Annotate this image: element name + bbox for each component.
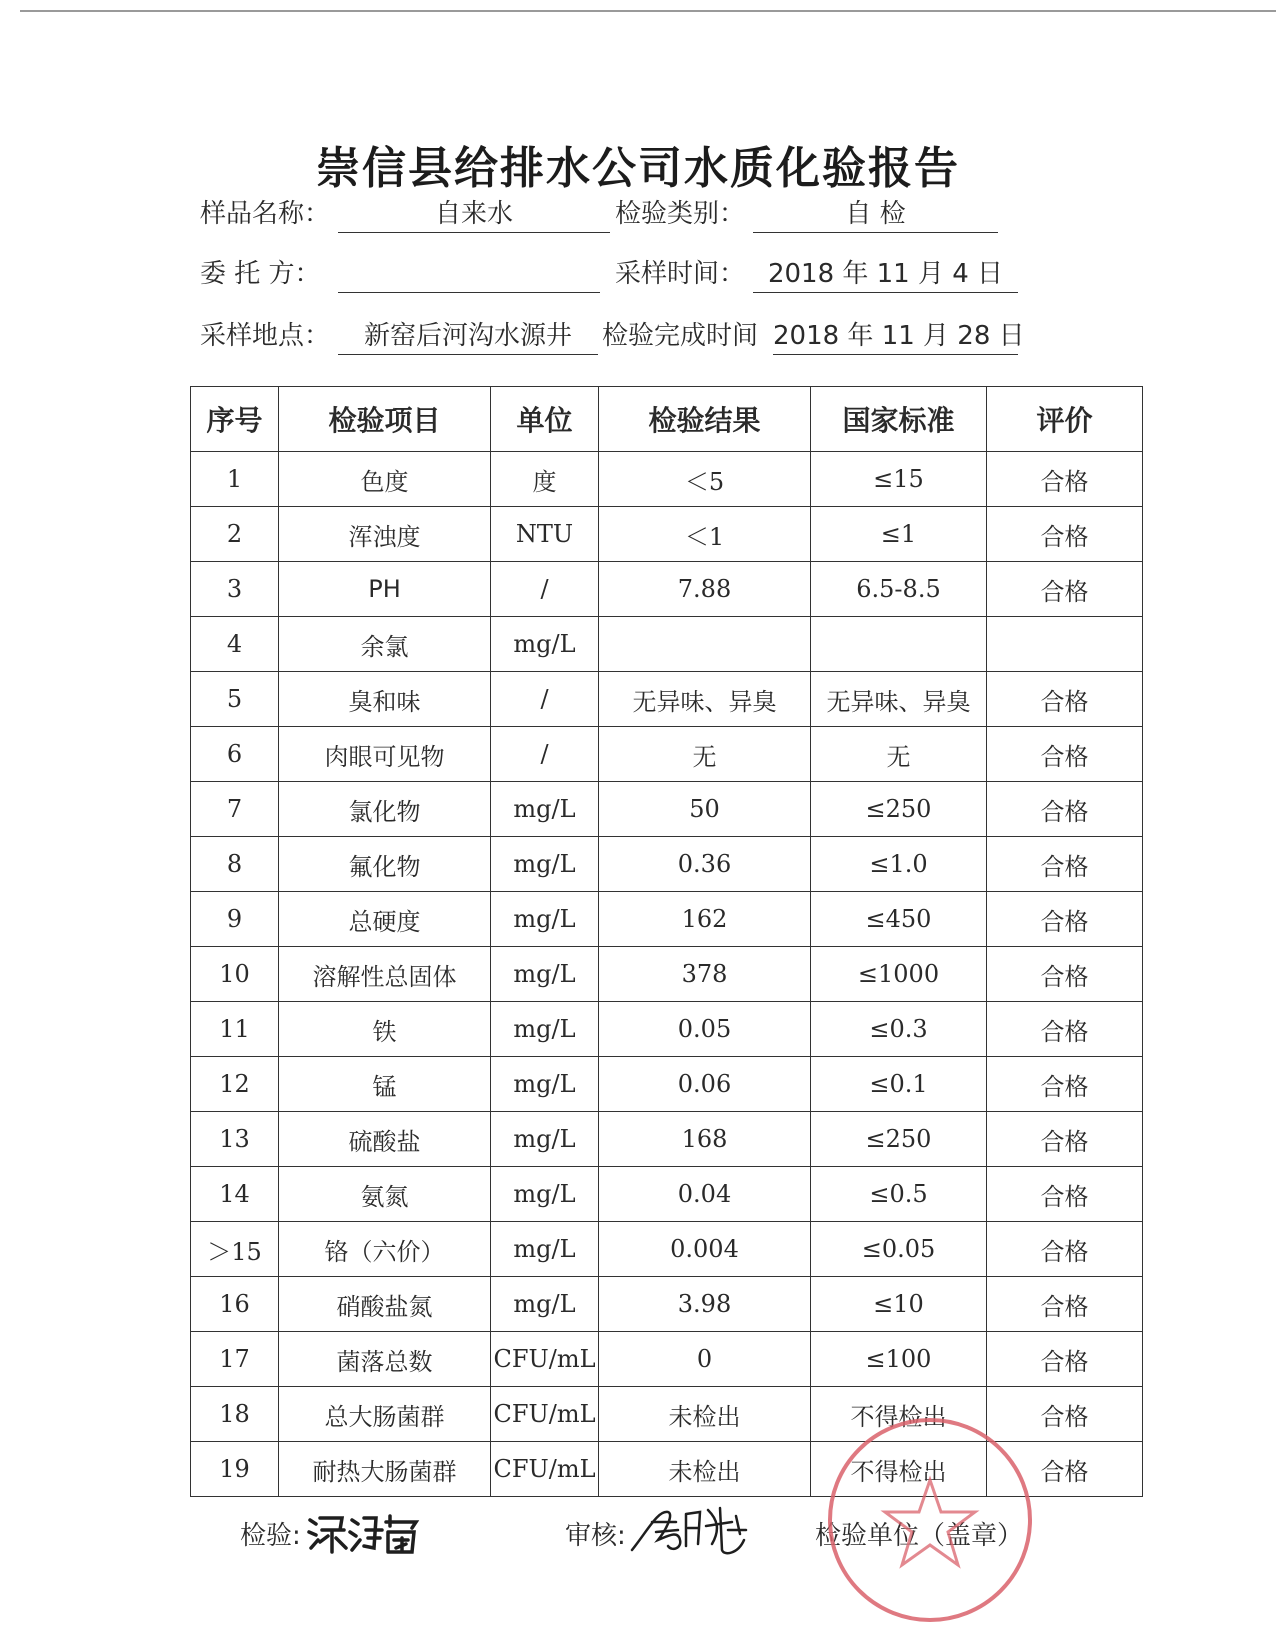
row-test-item: 铁	[279, 1002, 491, 1057]
row-standard: ≤250	[811, 782, 987, 837]
table-row	[191, 1277, 1143, 1332]
table-row	[191, 1167, 1143, 1222]
sampling-location-label: 采样地点：	[200, 321, 331, 351]
row-number: 17	[191, 1332, 279, 1387]
row-number: 1	[191, 452, 279, 507]
row-standard: 不得检出	[811, 1387, 987, 1442]
row-result: 未检出	[599, 1442, 811, 1497]
row-test-item: 氟化物	[279, 837, 491, 892]
row-evaluation: 合格	[987, 452, 1143, 507]
row-test-item: 菌落总数	[279, 1332, 491, 1387]
row-evaluation: 合格	[987, 1277, 1143, 1332]
row-number: 14	[191, 1167, 279, 1222]
row-number: 9	[191, 892, 279, 947]
table-row	[191, 1332, 1143, 1387]
row-test-item: 总大肠菌群	[279, 1387, 491, 1442]
row-evaluation: 合格	[987, 782, 1143, 837]
row-standard: ≤0.05	[811, 1222, 987, 1277]
table-row	[191, 947, 1143, 1002]
scan-top-edge	[20, 10, 1276, 12]
row-unit: mg/L	[491, 782, 599, 837]
row-unit: 度	[491, 452, 599, 507]
page-title: 崇信县给排水公司水质化验报告	[316, 143, 960, 194]
table-row	[191, 617, 1143, 672]
row-test-item: 溶解性总固体	[279, 947, 491, 1002]
row-evaluation: 合格	[987, 1002, 1143, 1057]
row-evaluation: 合格	[987, 1167, 1143, 1222]
row-evaluation: 合格	[987, 892, 1143, 947]
row-standard: ≤0.3	[811, 1002, 987, 1057]
row-test-item: 硫酸盐	[279, 1112, 491, 1167]
row-result: 0	[599, 1332, 811, 1387]
row-result: 0.05	[599, 1002, 811, 1057]
row-standard	[811, 617, 987, 672]
row-standard: ≤1000	[811, 947, 987, 1002]
row-number: 19	[191, 1442, 279, 1497]
sample-name-label: 样品名称：	[200, 199, 331, 229]
row-evaluation: 合格	[987, 947, 1143, 1002]
row-number: 12	[191, 1057, 279, 1112]
row-test-item: 总硬度	[279, 892, 491, 947]
row-standard: 无异味、异臭	[811, 672, 987, 727]
row-evaluation	[987, 617, 1143, 672]
testing-unit-label: 检验单位（盖章）	[815, 1521, 1024, 1551]
row-result: 0.06	[599, 1057, 811, 1112]
row-unit: CFU/mL	[491, 1332, 599, 1387]
table-body	[191, 452, 1143, 1497]
row-result: 168	[599, 1112, 811, 1167]
table-row	[191, 452, 1143, 507]
row-unit: mg/L	[491, 947, 599, 1002]
row-evaluation: 合格	[987, 507, 1143, 562]
row-number: 13	[191, 1112, 279, 1167]
table-row	[191, 727, 1143, 782]
sampling-time-label: 采样时间：	[615, 259, 746, 289]
row-number: 2	[191, 507, 279, 562]
completion-time-value: 2018 年 11 月 28 日	[773, 320, 1018, 355]
row-number: 3	[191, 562, 279, 617]
reviewer-signature-image	[628, 1500, 758, 1562]
row-evaluation: 合格	[987, 1057, 1143, 1112]
row-result: 无	[599, 727, 811, 782]
inspector-label: 检验:	[240, 1521, 301, 1551]
row-unit: mg/L	[491, 1277, 599, 1332]
row-test-item: PH	[279, 562, 491, 617]
row-result	[599, 617, 811, 672]
row-result: 50	[599, 782, 811, 837]
row-standard: ≤450	[811, 892, 987, 947]
row-test-item: 耐热大肠菌群	[279, 1442, 491, 1497]
row-standard: 不得检出	[811, 1442, 987, 1497]
table-row	[191, 672, 1143, 727]
test-type-value: 自 检	[753, 198, 998, 233]
row-result: 0.04	[599, 1167, 811, 1222]
table-row	[191, 1442, 1143, 1497]
row-standard: ≤100	[811, 1332, 987, 1387]
row-unit: CFU/mL	[491, 1442, 599, 1497]
row-unit: mg/L	[491, 1167, 599, 1222]
row-standard: ≤10	[811, 1277, 987, 1332]
row-unit: mg/L	[491, 1222, 599, 1277]
row-unit: mg/L	[491, 892, 599, 947]
row-test-item: 锰	[279, 1057, 491, 1112]
row-result: 3.98	[599, 1277, 811, 1332]
row-standard: ≤250	[811, 1112, 987, 1167]
row-unit: mg/L	[491, 1112, 599, 1167]
row-number: 16	[191, 1277, 279, 1332]
row-number: 18	[191, 1387, 279, 1442]
row-test-item: 臭和味	[279, 672, 491, 727]
row-evaluation: 合格	[987, 562, 1143, 617]
row-unit: mg/L	[491, 837, 599, 892]
row-standard: 6.5-8.5	[811, 562, 987, 617]
table-row	[191, 1222, 1143, 1277]
row-evaluation: 合格	[987, 727, 1143, 782]
sample-name-value: 自来水	[338, 198, 610, 233]
row-result: 162	[599, 892, 811, 947]
row-standard: 无	[811, 727, 987, 782]
row-result: ＜1	[599, 507, 811, 562]
row-number: 5	[191, 672, 279, 727]
row-test-item: 氨氮	[279, 1167, 491, 1222]
header-result: 检验结果	[599, 387, 811, 452]
row-test-item: 余氯	[279, 617, 491, 672]
header-no: 序号	[191, 387, 279, 452]
row-result: 未检出	[599, 1387, 811, 1442]
client-label: 委 托 方：	[200, 259, 321, 289]
row-result: 0.004	[599, 1222, 811, 1277]
row-unit: /	[491, 672, 599, 727]
row-test-item: 色度	[279, 452, 491, 507]
row-evaluation: 合格	[987, 1332, 1143, 1387]
row-number: 8	[191, 837, 279, 892]
row-number: 10	[191, 947, 279, 1002]
row-evaluation: 合格	[987, 1442, 1143, 1497]
row-test-item: 浑浊度	[279, 507, 491, 562]
row-evaluation: 合格	[987, 1222, 1143, 1277]
header-item: 检验项目	[279, 387, 491, 452]
row-evaluation: 合格	[987, 837, 1143, 892]
table-row	[191, 837, 1143, 892]
header-standard: 国家标准	[811, 387, 987, 452]
row-number: 7	[191, 782, 279, 837]
client-value	[338, 258, 600, 293]
row-standard: ≤15	[811, 452, 987, 507]
row-test-item: 肉眼可见物	[279, 727, 491, 782]
row-result: 378	[599, 947, 811, 1002]
table-row	[191, 507, 1143, 562]
table-row	[191, 1387, 1143, 1442]
row-evaluation: 合格	[987, 1112, 1143, 1167]
results-table	[190, 386, 1143, 1497]
row-number: 11	[191, 1002, 279, 1057]
row-test-item: 硝酸盐氮	[279, 1277, 491, 1332]
test-type-label: 检验类别：	[615, 199, 746, 229]
row-unit: mg/L	[491, 617, 599, 672]
row-evaluation: 合格	[987, 1387, 1143, 1442]
reviewer-label: 审核:	[565, 1521, 626, 1551]
row-result: 7.88	[599, 562, 811, 617]
row-standard: ≤0.1	[811, 1057, 987, 1112]
row-unit: NTU	[491, 507, 599, 562]
table-row	[191, 892, 1143, 947]
completion-time-label: 检验完成时间	[602, 321, 759, 351]
row-standard: ≤0.5	[811, 1167, 987, 1222]
sampling-location-value: 新窑后河沟水源井	[338, 320, 598, 355]
row-evaluation: 合格	[987, 672, 1143, 727]
row-number: 6	[191, 727, 279, 782]
row-standard: ≤1	[811, 507, 987, 562]
row-result: ＜5	[599, 452, 811, 507]
row-unit: mg/L	[491, 1057, 599, 1112]
row-test-item: 铬（六价）	[279, 1222, 491, 1277]
row-standard: ≤1.0	[811, 837, 987, 892]
table-header-row	[191, 387, 1143, 452]
row-unit: mg/L	[491, 1002, 599, 1057]
row-number: 4	[191, 617, 279, 672]
sampling-time-value: 2018 年 11 月 4 日	[753, 258, 1018, 293]
row-result: 无异味、异臭	[599, 672, 811, 727]
header-unit: 单位	[491, 387, 599, 452]
row-test-item: 氯化物	[279, 782, 491, 837]
table-row	[191, 562, 1143, 617]
header-evaluation: 评价	[987, 387, 1143, 452]
table-row	[191, 1002, 1143, 1057]
row-number: ＞15	[191, 1222, 279, 1277]
row-unit: /	[491, 562, 599, 617]
row-unit: CFU/mL	[491, 1387, 599, 1442]
row-unit: /	[491, 727, 599, 782]
row-result: 0.36	[599, 837, 811, 892]
table-row	[191, 782, 1143, 837]
inspector-signature-image	[306, 1508, 431, 1558]
table-row	[191, 1057, 1143, 1112]
table-row	[191, 1112, 1143, 1167]
